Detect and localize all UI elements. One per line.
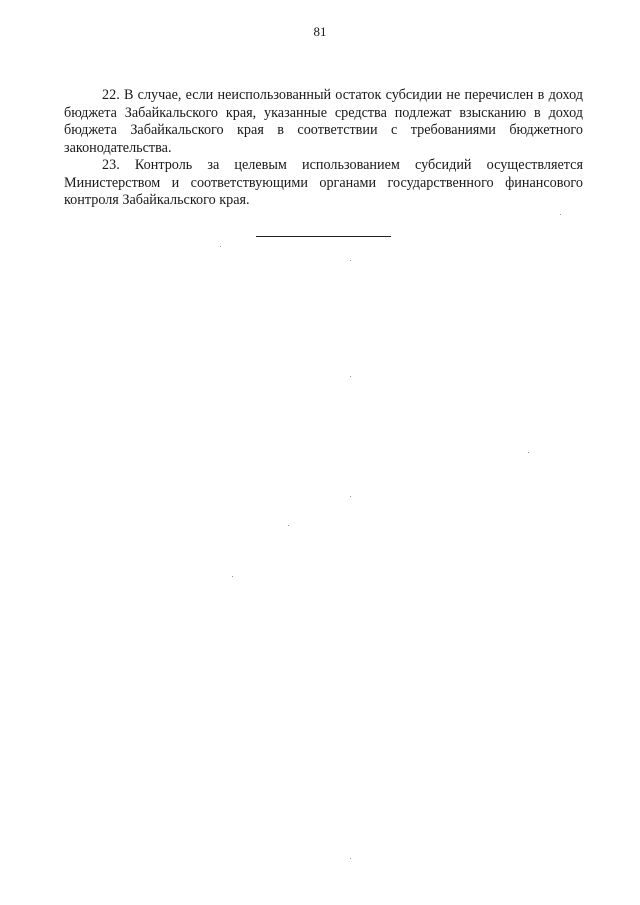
- scan-speck: [350, 496, 351, 497]
- paragraph-22: 22. В случае, если неиспользованный остаток субсидии не перечислен в доход бюджета Забайкальского края, указанные средства подлежат взысканию в доход бюджета Забайкальского края в соответствии с требованиями бюджетного законодательства.: [64, 87, 583, 156]
- scan-speck: [560, 214, 561, 215]
- scan-speck: [350, 260, 351, 261]
- document-body: [64, 87, 583, 210]
- page-number: 81: [313, 24, 327, 39]
- end-of-document-rule: [256, 236, 391, 237]
- scan-speck: [232, 576, 233, 577]
- scan-speck: [288, 525, 289, 526]
- scan-speck: [528, 452, 529, 453]
- paragraph-23: 23. Контроль за целевым использованием субсидий осуществляется Министерством и соответствующими органами государственного финансового контроля Забайкальского края.: [64, 157, 583, 208]
- scan-speck: [350, 376, 351, 377]
- scan-speck: [350, 858, 351, 859]
- scan-speck: [220, 246, 221, 247]
